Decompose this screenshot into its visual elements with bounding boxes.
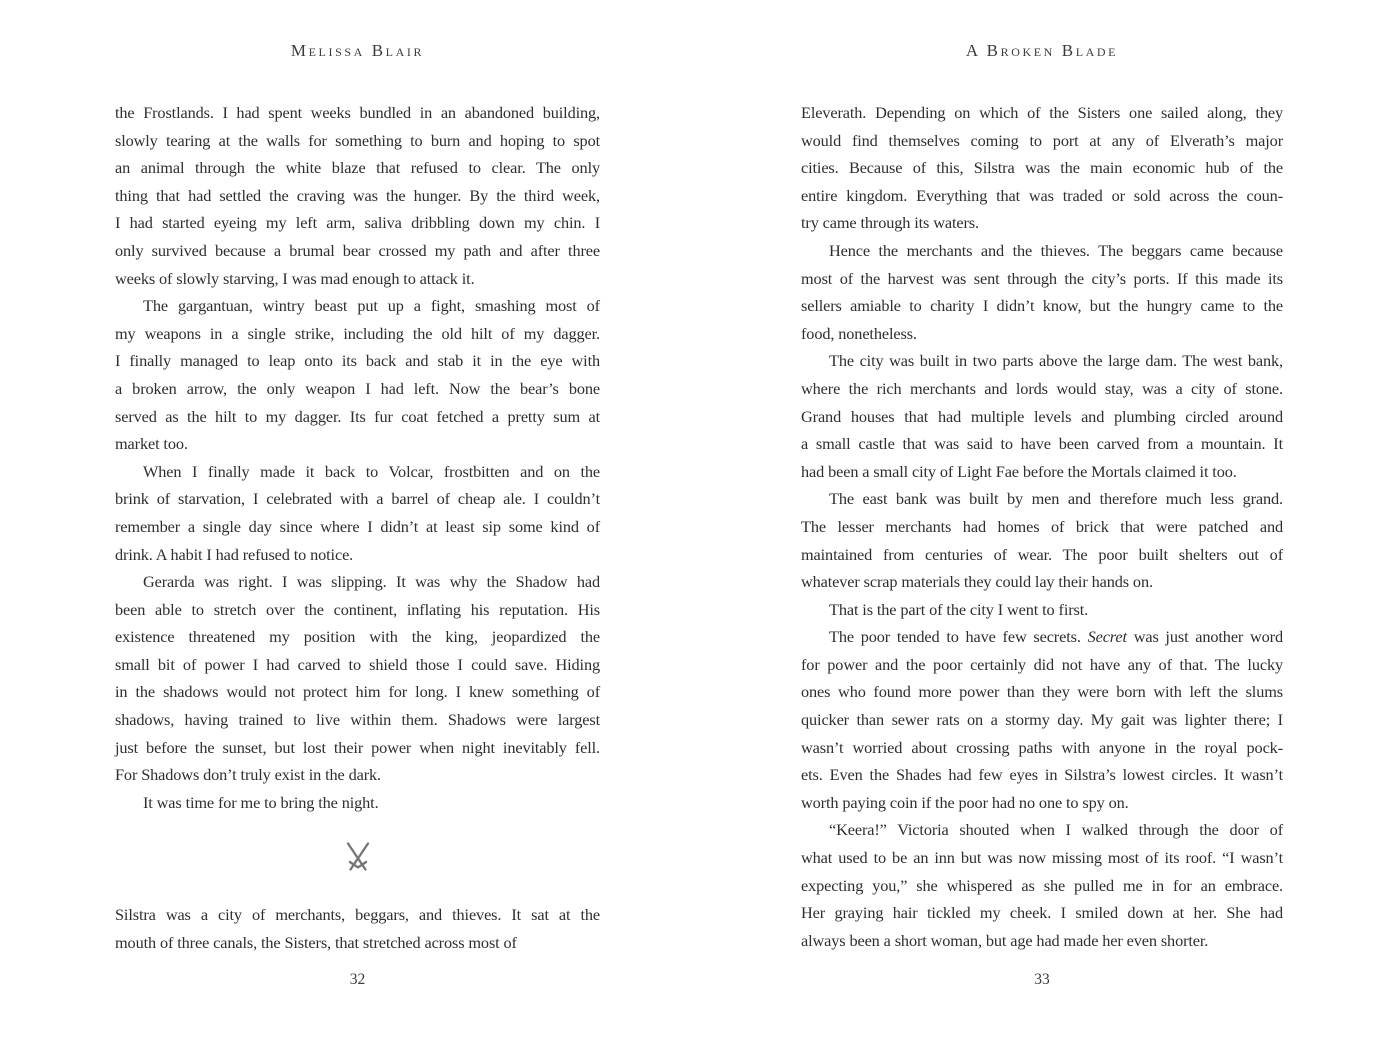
page-number: 32 [349, 971, 366, 988]
running-header-author: Melissa Blair [290, 41, 425, 60]
paragraph [801, 347, 1283, 485]
text-line: Grand houses that had multiple levels and plumbing circled around [801, 406, 1283, 426]
text-line: drink. A habit I had refused to notice. [115, 544, 354, 564]
text-line: Eleverath. Depending on which of the Sisters one sailed along, they [801, 103, 1283, 122]
text-line: only survived because a brumal bear crossed my path and after three [115, 240, 600, 260]
text-line: Gerarda was right. I was slipping. It was why the Shadow had [143, 572, 600, 592]
text-line: worth paying coin if the poor had no one to spy on. [801, 792, 1129, 812]
text-line: whatever scrap materials they could lay their hands on. [801, 572, 1153, 592]
paragraph [801, 816, 1283, 954]
text-line: for power and the poor certainly did not have any of that. The lucky [801, 654, 1283, 674]
text-line: Her graying hair tickled my cheek. I smiled down at her. She had [801, 903, 1283, 923]
text-line: a broken arrow, the only weapon I had left. Now the bear’s bone [115, 378, 600, 398]
text-line: would find themselves coming to port at any of Elverath’s major [801, 130, 1283, 150]
text-line: small bit of power I had carved to shield those I could save. Hiding [115, 654, 600, 674]
scene-break-ornament [115, 816, 600, 901]
text-line: remember a single day since where I didn’t at least sip some kind of [115, 516, 600, 536]
paragraph [801, 237, 1283, 347]
page-body-text [115, 99, 600, 957]
text-line: slowly tearing at the walls for something to burn and hoping to spot [115, 130, 600, 150]
text-line: wasn’t worried about crossing paths with anyone in the royal pock- [801, 737, 1283, 757]
paragraph [801, 623, 1283, 816]
text-line: brink of starvation, I celebrated with a barrel of cheap ale. I couldn’t [115, 489, 600, 509]
text-line: quicker than sewer rats on a stormy day. My gait was lighter there; I [801, 710, 1283, 730]
text-line: The lesser merchants had homes of brick that were patched and [801, 516, 1283, 536]
paragraph [801, 485, 1283, 595]
text-line: The city was built in two parts above the large dam. The west bank, [829, 351, 1283, 371]
text-line: That is the part of the city I went to first. [829, 599, 1089, 619]
paragraph [115, 901, 600, 956]
text-line: try came through its waters. [801, 213, 979, 233]
text-line: cities. Because of this, Silstra was the main economic hub of the [801, 158, 1283, 178]
text-line: what used to be an inn but was now missing most of its roof. “I wasn’t [801, 848, 1283, 868]
text-line: I had started eyeing my left arm, saliva dribbling down my chin. I [115, 213, 600, 233]
text-line: ones who found more power than they were born with left the slums [801, 682, 1283, 702]
text-line: Silstra was a city of merchants, beggars, and thieves. It sat at the [115, 905, 600, 925]
text-line: weeks of slowly starving, I was mad enough to attack it. [115, 268, 475, 288]
text-line: The east bank was built by men and therefore much less grand. [829, 489, 1283, 509]
text-line: mouth of three canals, the Sisters, that stretched across most of [115, 933, 517, 953]
text-line: ets. Even the Shades had few eyes in Silstra’s lowest circles. It wasn’t [801, 765, 1283, 785]
text-line: entire kingdom. Everything that was traded or sold across the coun- [801, 185, 1283, 205]
crossed-swords-icon [338, 839, 378, 879]
text-line: expecting you,” she whispered as she pulled me in for an embrace. [801, 875, 1283, 895]
text-line: my weapons in a single strike, including the old hilt of my dagger. [115, 323, 600, 343]
text-line: in the shadows would not protect him for long. I knew something of [115, 682, 600, 702]
text-line: just before the sunset, but lost their power when night inevitably fell. [115, 737, 600, 757]
text-line: served as the hilt to my dagger. Its fur coat fetched a pretty sum at [115, 406, 600, 426]
text-line: The poor tended to have few secrets. Secret was just another word [829, 627, 1283, 647]
text-line: When I finally made it back to Volcar, frostbitten and on the [143, 461, 600, 481]
text-line: a small castle that was said to have been carved from a mountain. It [801, 434, 1283, 454]
text-line: had been a small city of Light Fae before the Mortals claimed it too. [801, 461, 1237, 481]
text-line: market too. [115, 434, 188, 454]
text-line: It was time for me to bring the night. [143, 792, 379, 812]
page-body-text [801, 99, 1283, 954]
text-line: existence threatened my position with the king, jeopardized the [115, 627, 600, 647]
paragraph [801, 596, 1283, 624]
book-page-right [801, 0, 1283, 1050]
text-line: shadows, having trained to live within them. Shadows were largest [115, 710, 600, 730]
paragraph [115, 568, 600, 789]
text-line: food, nonetheless. [801, 323, 917, 343]
text-line: maintained from centuries of wear. The poor built shelters out of [801, 544, 1283, 564]
text-line: always been a short woman, but age had made her even shorter. [801, 930, 1209, 950]
paragraph [115, 99, 600, 292]
text-line: an animal through the white blaze that refused to clear. The only [115, 158, 600, 178]
text-line: been able to stretch over the continent, inflating his reputation. His [115, 599, 600, 619]
book-page-left [115, 0, 600, 1050]
paragraph [115, 458, 600, 568]
text-line: The gargantuan, wintry beast put up a fight, smashing most of [143, 296, 600, 316]
text-line: where the rich merchants and lords would stay, was a city of stone. [801, 378, 1283, 398]
text-line: most of the harvest was sent through the city’s ports. If this made its [801, 268, 1283, 288]
running-header-title: A Broken Blade [965, 41, 1119, 60]
text-line: Hence the merchants and the thieves. The beggars came because [829, 240, 1283, 260]
text-line: the Frostlands. I had spent weeks bundled in an abandoned building, [115, 103, 600, 122]
text-line: sellers amiable to charity I didn’t know, but the hungry came to the [801, 296, 1283, 316]
paragraph [115, 292, 600, 458]
text-line: “Keera!” Victoria shouted when I walked through the door of [829, 820, 1283, 840]
paragraph [801, 99, 1283, 237]
paragraph [115, 789, 600, 817]
text-line: I finally managed to leap onto its back and stab it in the eye with [115, 351, 600, 371]
page-number: 33 [1034, 971, 1050, 988]
text-line: For Shadows don’t truly exist in the dark. [115, 765, 381, 785]
text-line: thing that had settled the craving was the hunger. By the third week, [115, 185, 600, 205]
